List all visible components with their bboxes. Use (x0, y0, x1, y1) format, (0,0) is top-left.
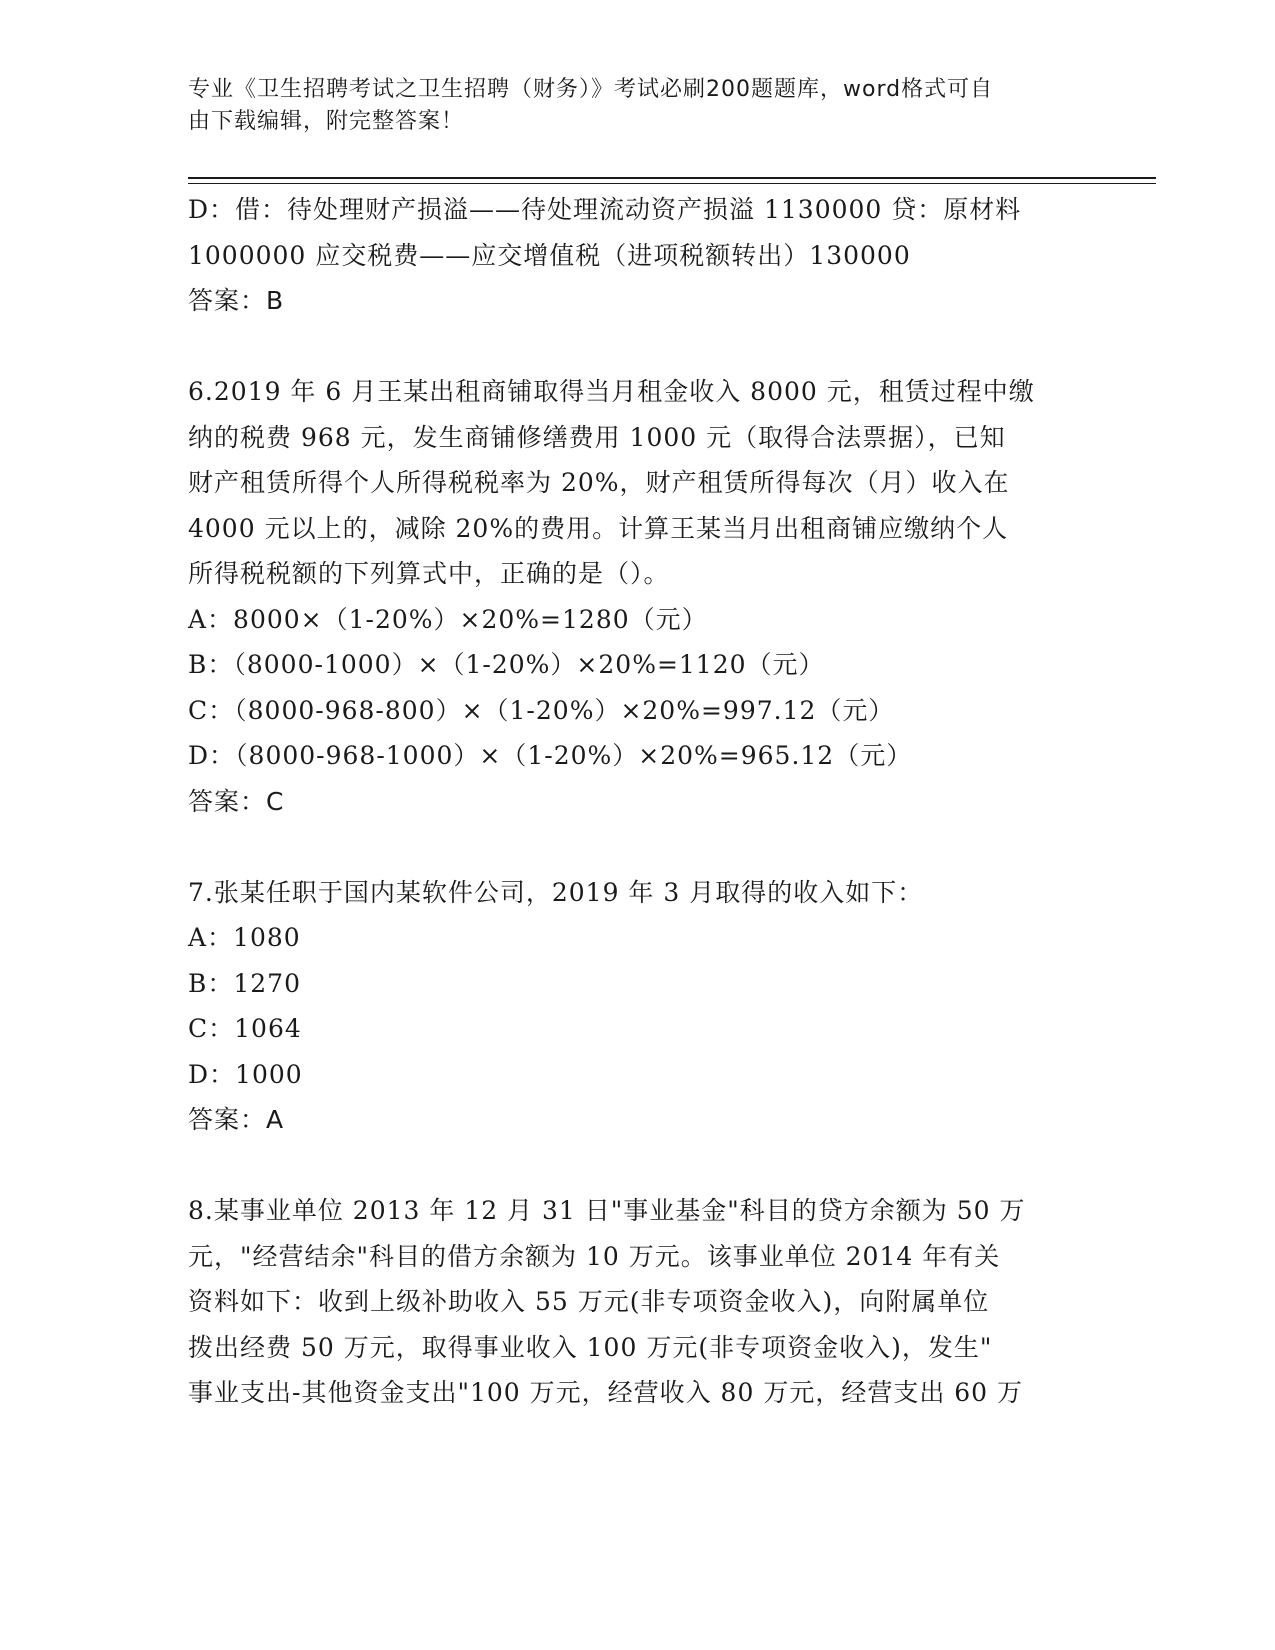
answer-line: 答案：B (188, 286, 285, 315)
header-rule-thick (188, 177, 1156, 179)
option-d: D：（8000-968-1000）×（1-20%）×20%=965.12（元） (188, 741, 913, 770)
question-stem-line: 元，"经营结余"科目的借方余额为 10 万元。该事业单位 2014 年有关 (188, 1241, 1001, 1271)
question-6 (188, 369, 1088, 824)
answer-line: 答案：A (188, 1105, 285, 1134)
option-d: D：1000 (188, 1059, 303, 1089)
document-body (188, 187, 1088, 1416)
question-8 (188, 1188, 1088, 1416)
option-a: A：8000×（1-20%）×20%=1280（元） (188, 604, 708, 634)
option-b: B：1270 (188, 968, 301, 998)
option-b: B：（8000-1000）×（1-20%）×20%=1120（元） (188, 650, 825, 679)
document-header (188, 74, 1068, 138)
question-stem-line: 所得税税额的下列算式中，正确的是（）。 (188, 559, 670, 588)
question-stem-line: 8.某事业单位 2013 年 12 月 31 日"事业基金"科目的贷方余额为 50 万 (188, 1196, 1026, 1225)
spacer (188, 824, 1088, 870)
question-stem-line: 资料如下：收到上级补助收入 55 万元(非专项资金收入)，向附属单位 (188, 1287, 990, 1316)
option-d-line-2: 1000000 应交税费——应交增值税（进项税额转出）130000 (188, 240, 911, 270)
prev-question (188, 187, 1088, 324)
answer-line: 答案：C (188, 786, 285, 816)
header-line-2: 由下载编辑，附完整答案！ (188, 109, 465, 134)
option-d-line-1: D：借：待处理财产损溢——待处理流动资产损溢 1130000 贷：原材料 (188, 195, 1022, 224)
header-line-1: 专业《卫生招聘考试之卫生招聘（财务）》考试必刷200题题库，word格式可自 (188, 77, 994, 102)
question-stem-line: 事业支出-其他资金支出"100 万元，经营收入 80 万元，经营支出 60 万 (188, 1378, 1024, 1407)
header-rule-thin (188, 183, 1156, 184)
question-stem-line: 拨出经费 50 万元，取得事业收入 100 万元(非专项资金收入)，发生" (188, 1332, 993, 1362)
option-c: C：1064 (188, 1014, 302, 1043)
spacer (188, 1143, 1088, 1189)
question-stem-line: 4000 元以上的，减除 20%的费用。计算王某当月出租商铺应缴纳个人 (188, 513, 1009, 543)
option-c: C：（8000-968-800）×（1-20%）×20%=997.12（元） (188, 695, 895, 725)
question-stem-line: 7.张某任职于国内某软件公司，2019 年 3 月取得的收入如下： (188, 877, 924, 907)
question-stem-line: 6.2019 年 6 月王某出租商铺取得当月租金收入 8000 元，租赁过程中缴 (188, 377, 1035, 406)
question-stem-line: 财产租赁所得个人所得税税率为 20%，财产租赁所得每次（月）收入在 (188, 468, 1010, 497)
question-7 (188, 870, 1088, 1143)
option-a: A：1080 (188, 923, 301, 952)
question-stem-line: 纳的税费 968 元，发生商铺修缮费用 1000 元（取得合法票据），已知 (188, 422, 1006, 452)
spacer (188, 324, 1088, 370)
